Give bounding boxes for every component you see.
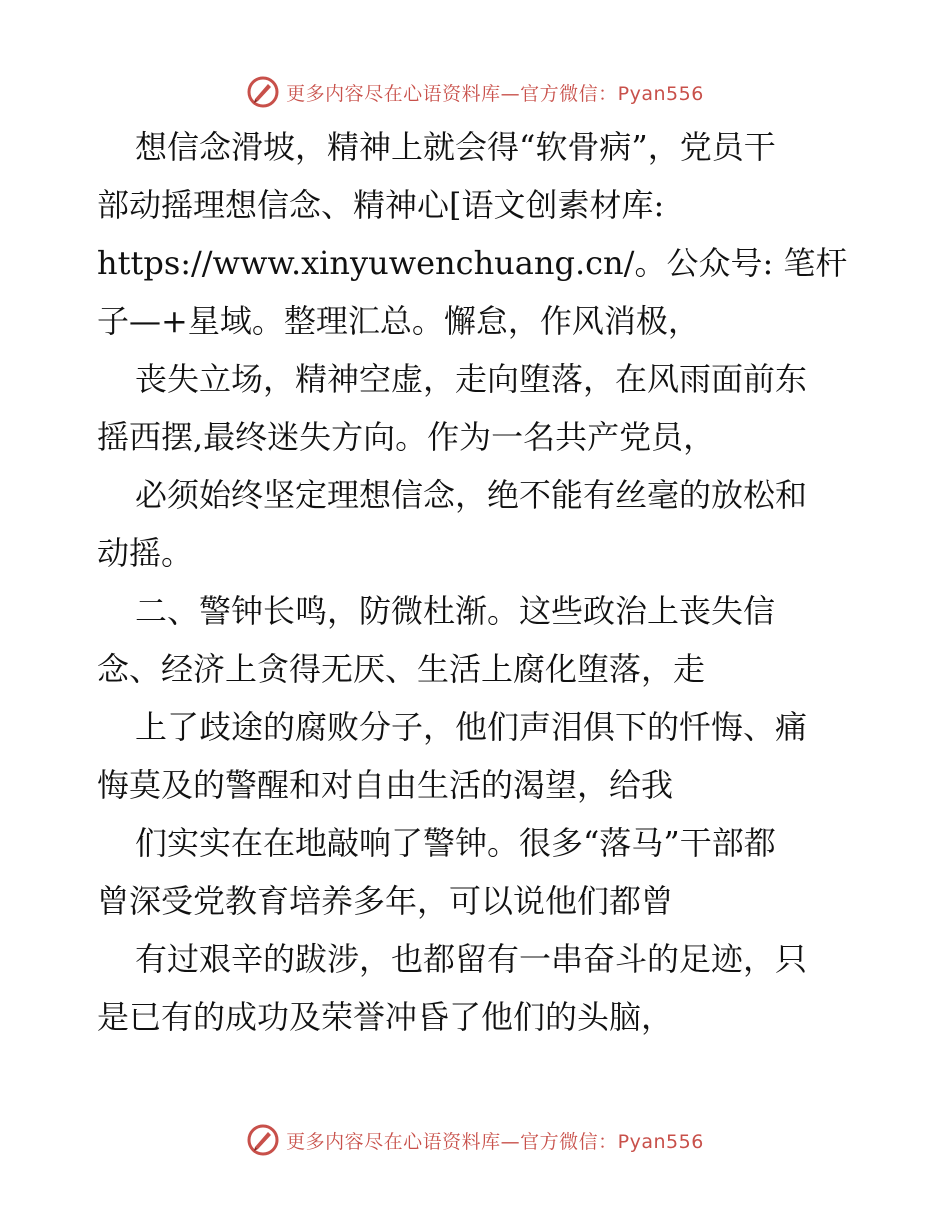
text-line: 动摇。 [97, 534, 194, 572]
text-line: 有过艰辛的跋涉，也都留有一串奋斗的足迹，只 [135, 940, 808, 978]
footer-banner [0, 1120, 950, 1160]
text-line: 丧失立场，精神空虚，走向堕落，在风雨面前东 [135, 360, 808, 398]
text-line: 念、经济上贪得无厌、生活上腐化堕落，走 [97, 650, 706, 688]
text-line: 想信念滑坡，精神上就会得“软骨病”，党员干 [135, 128, 776, 166]
text-line: 部动摇理想信念、精神心[语文创素材库: [97, 186, 665, 224]
header-banner [0, 72, 950, 112]
text-line: 摇西摆,最终迷失方向。作为一名共产党员， [97, 418, 716, 456]
banner-text [286, 79, 704, 106]
text-line: 是已有的成功及荣誉冲昏了他们的头脑， [97, 998, 674, 1036]
text-line: 们实实在在地敲响了警钟。很多“落马”干部都 [135, 824, 776, 862]
banner-label: 更多内容尽在心语资料库—官方微信： [286, 1130, 618, 1153]
text-line: https://www.xinyuwenchuang.cn/。公众号: 笔杆 [97, 244, 848, 282]
text-line: 必须始终坚定理想信念，绝不能有丝毫的放松和 [135, 476, 808, 514]
pen-quill-circle-icon [246, 75, 280, 109]
document-body [97, 118, 867, 1046]
banner-label: 更多内容尽在心语资料库—官方微信： [286, 82, 618, 105]
text-line: 子—+星域。整理汇总。懈怠，作风消极， [97, 302, 700, 340]
text-line: 二、警钟长鸣，防微杜渐。这些政治上丧失信 [135, 592, 776, 630]
text-line: 曾深受党教育培养多年，可以说他们都曾 [97, 882, 674, 920]
banner-text [286, 1127, 704, 1154]
text-line: 上了歧途的腐败分子，他们声泪俱下的忏悔、痛 [135, 708, 808, 746]
text-line: 悔莫及的警醒和对自由生活的渴望，给我 [97, 766, 674, 804]
pen-quill-circle-icon [246, 1123, 280, 1157]
banner-wechat-id: Pyan556 [617, 82, 704, 105]
banner-wechat-id: Pyan556 [617, 1130, 704, 1153]
